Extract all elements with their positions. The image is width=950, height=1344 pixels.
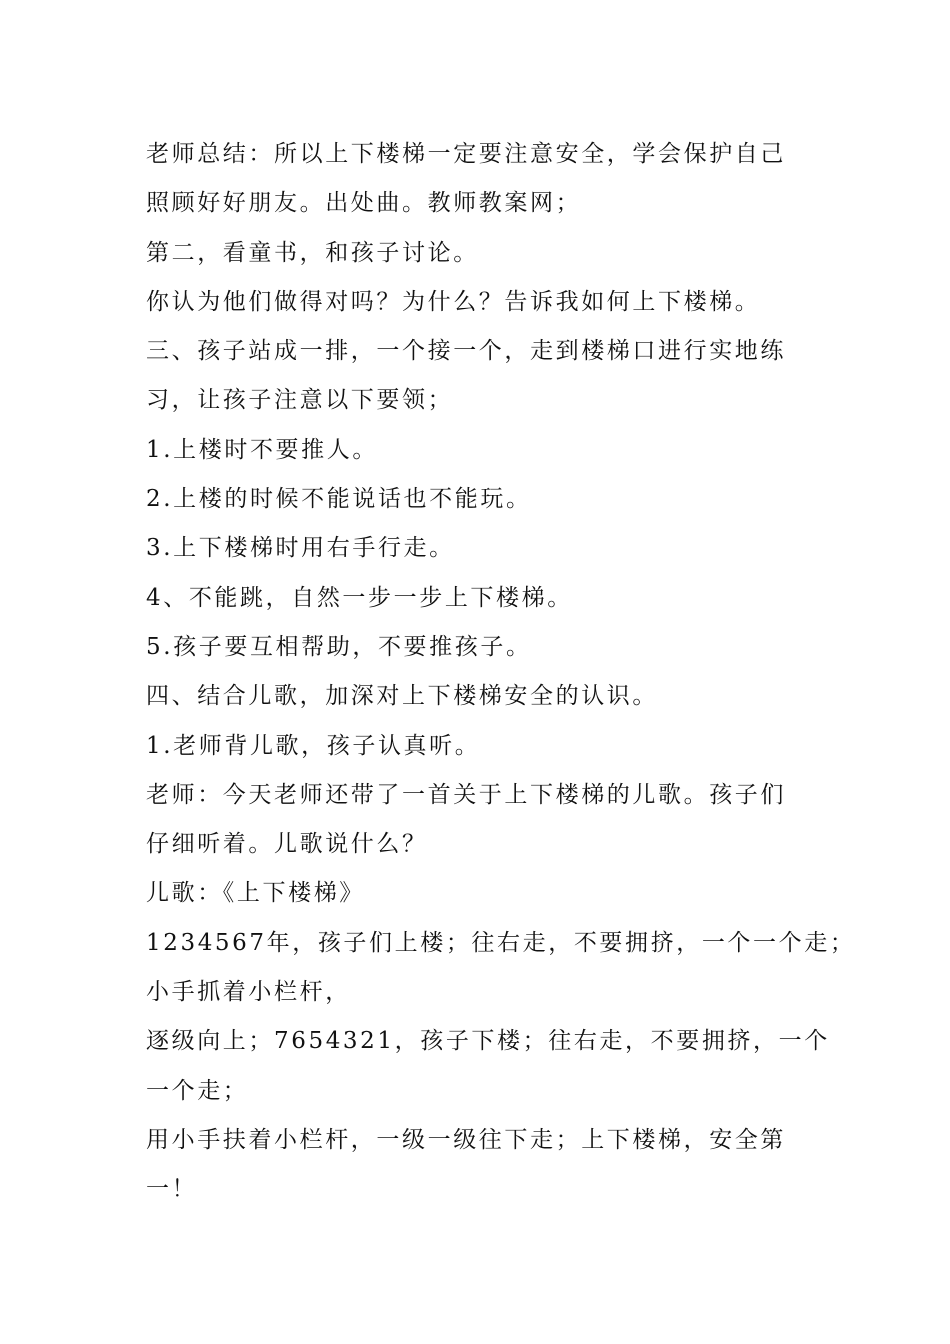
- list-item: 1.上楼时不要推人。: [146, 436, 378, 463]
- list-item: 2.上楼的时候不能说话也不能玩。: [146, 486, 532, 513]
- text-line: 老师总结：所以上下楼梯一定要注意安全，学会保护自己: [146, 141, 786, 167]
- song-line: 用小手扶着小栏杆，一级一级往下走；上下楼梯，安全第: [146, 1126, 786, 1153]
- song-line: 逐级向上；7654321，孩子下楼；往右走，不要拥挤，一个: [146, 1028, 830, 1055]
- song-line: 一个走；: [146, 1077, 249, 1104]
- text-line: 第二，看童书，和孩子讨论。: [146, 239, 479, 266]
- list-item: 3.上下楼梯时用右手行走。: [146, 535, 455, 562]
- text-line: 照顾好好朋友。出处曲。教师教案网；: [146, 190, 582, 217]
- song-title: 儿歌：《上下楼梯》: [146, 880, 365, 907]
- list-item: 1.老师背儿歌，孩子认真听。: [146, 732, 481, 759]
- text-line: 仔细听着。儿歌说什么？: [146, 831, 428, 858]
- text-line: 三、孩子站成一排，一个接一个，走到楼梯口进行实地练: [146, 338, 786, 365]
- text-line: 习，让孩子注意以下要领；: [146, 387, 454, 414]
- text-line: 老师：今天老师还带了一首关于上下楼梯的儿歌。孩子们: [146, 781, 786, 808]
- list-item: 5.孩子要互相帮助，不要推孩子。: [146, 633, 532, 660]
- song-line: 小手抓着小栏杆，: [146, 979, 351, 1006]
- text-line: 四、结合儿歌，加深对上下楼梯安全的认识。: [146, 683, 658, 710]
- document-body: [146, 130, 856, 1215]
- list-item: 4、不能跳，自然一步一步上下楼梯。: [146, 584, 573, 611]
- text-line: 你认为他们做得对吗？为什么？告诉我如何上下楼梯。: [146, 288, 761, 315]
- song-line: 一！: [146, 1176, 198, 1203]
- song-line: 1234567年，孩子们上楼；往右走，不要拥挤，一个一个走；: [146, 929, 856, 956]
